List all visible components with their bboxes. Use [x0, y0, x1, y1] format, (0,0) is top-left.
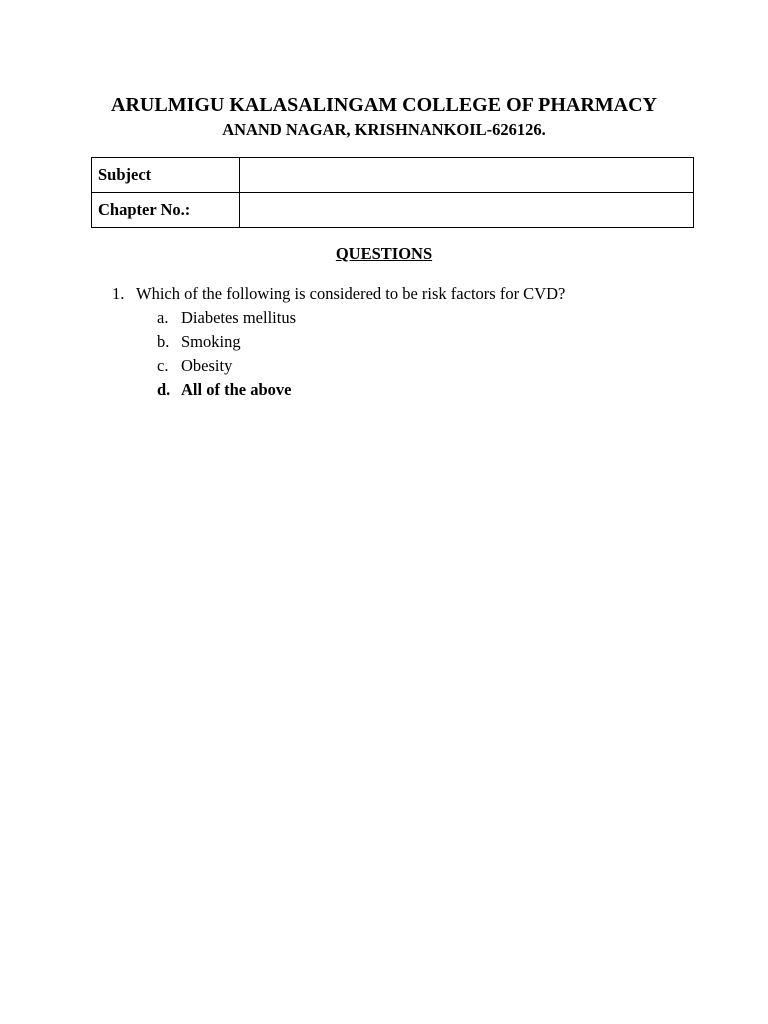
question-text: Which of the following is considered to be risk factors for CVD? [136, 284, 566, 303]
questions-heading: QUESTIONS [335, 244, 433, 263]
option-d-correct-answer [157, 380, 296, 404]
subject-label: Subject [92, 158, 240, 193]
question-number: 1. [112, 284, 125, 303]
question-1 [112, 284, 565, 304]
option-label: b. [157, 332, 170, 351]
answer-options [157, 308, 296, 404]
chapter-row [92, 193, 694, 228]
option-b [157, 332, 296, 356]
option-label: a. [157, 308, 169, 327]
option-text: Obesity [181, 356, 233, 375]
subject-value [240, 158, 694, 193]
option-text: Diabetes mellitus [181, 308, 297, 327]
subject-chapter-table [91, 157, 694, 228]
option-text: Smoking [181, 332, 241, 351]
college-name: ARULMIGU KALASALINGAM COLLEGE OF PHARMACY [111, 94, 657, 116]
option-label: c. [157, 356, 169, 375]
option-a [157, 308, 296, 332]
option-text: All of the above [181, 380, 292, 399]
option-label: d. [157, 380, 171, 399]
chapter-label: Chapter No.: [92, 193, 240, 228]
college-address: ANAND NAGAR, KRISHNANKOIL-626126. [222, 120, 546, 139]
chapter-value [240, 193, 694, 228]
subject-row [92, 158, 694, 193]
option-c [157, 356, 296, 380]
